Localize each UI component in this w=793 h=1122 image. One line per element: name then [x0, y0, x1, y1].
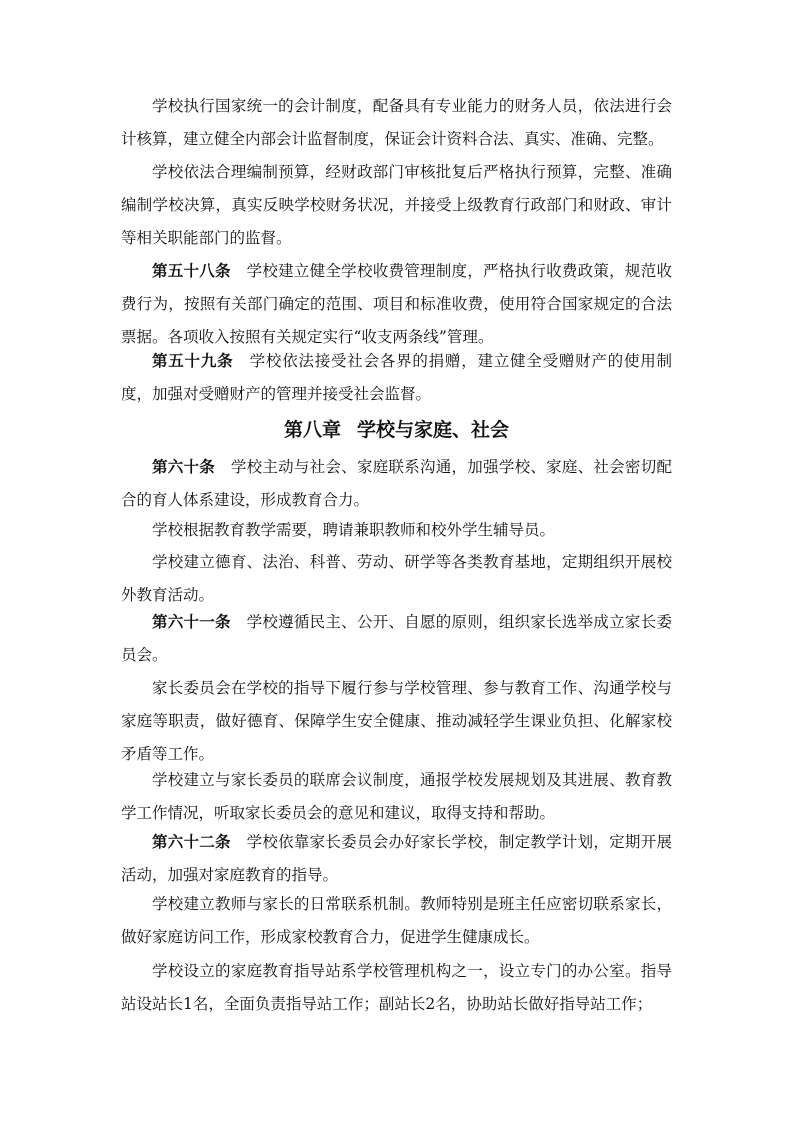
article-text: 学校遵循民主、公开、自愿的原则，组织家长选举成立家长委员会。	[121, 613, 672, 664]
paragraph-education-bases	[121, 546, 672, 612]
paragraph-teacher-parent-contact	[121, 888, 672, 954]
article-number: 第六十条	[152, 458, 216, 476]
paragraph-text: 学校设立的家庭教育指导站系学校管理机构之一，设立专门的办公室。指导站设站长1名，全面负责指导站工作；副站长2名，协助站长做好指导站工作；	[121, 962, 672, 1013]
article-number: 第五十八条	[152, 262, 231, 280]
paragraph-accounting-system	[121, 90, 672, 156]
paragraph-text: 家长委员会在学校的指导下履行参与学校管理、参与教育工作、沟通学校与家庭等职责，做好德育、保障学生安全健康、推动减轻学生课业负担、化解家校矛盾等工作。	[121, 679, 672, 763]
paragraph-text: 学校根据教育教学需要，聘请兼职教师和校外学生辅导员。	[152, 521, 556, 539]
chapter-heading	[121, 414, 672, 447]
article-text: 学校建立健全学校收费管理制度，严格执行收费政策，规范收费行为，按照有关部门确定的范围、项目和标准收费，使用符合国家规定的合法票据。各项收入按照有关规定实行“收支两条线”管理。	[121, 262, 672, 346]
paragraph-joint-meeting	[121, 764, 672, 830]
article-number: 第五十九条	[152, 352, 234, 370]
paragraph-guidance-station	[121, 955, 672, 1021]
article-62	[121, 826, 672, 892]
paragraph-text: 学校依法合理编制预算，经财政部门审核批复后严格执行预算，完整、准确编制学校决算，真实反映学校财务状况，并接受上级教育行政部门和财政、审计等相关职能部门的监督。	[121, 163, 672, 247]
paragraph-parent-committee-duties	[121, 672, 672, 771]
paragraph-text: 学校建立教师与家长的日常联系机制。教师特别是班主任应密切联系家长，做好家庭访问工作，形成家校教育合力，促进学生健康成长。	[121, 895, 672, 946]
article-text: 学校依法接受社会各界的捐赠，建立健全受赠财产的使用制度，加强对受赠财产的管理并接受社会监督。	[121, 352, 672, 403]
article-61	[121, 606, 672, 672]
article-60	[121, 451, 672, 517]
paragraph-text: 学校执行国家统一的会计制度，配备具有专业能力的财务人员，依法进行会计核算，建立健全内部会计监督制度，保证会计资料合法、真实、准确、完整。	[121, 97, 672, 148]
article-number: 第六十一条	[152, 613, 231, 631]
chapter-title: 学校与家庭、社会	[357, 419, 510, 441]
article-number: 第六十二条	[152, 833, 231, 851]
paragraph-part-time-teachers	[121, 514, 672, 547]
article-text: 学校主动与社会、家庭联系沟通，加强学校、家庭、社会密切配合的育人体系建设，形成教育合力。	[121, 458, 672, 509]
article-text: 学校依靠家长委员会办好家长学校，制定教学计划，定期开展活动，加强对家庭教育的指导。	[121, 833, 672, 884]
article-59	[121, 345, 672, 411]
paragraph-text: 学校建立与家长委员的联席会议制度，通报学校发展规划及其进展、教育教学工作情况，听取家长委员会的意见和建议，取得支持和帮助。	[121, 771, 672, 822]
chapter-number: 第八章	[283, 419, 341, 441]
paragraph-budget	[121, 156, 672, 255]
paragraph-text: 学校建立德育、法治、科普、劳动、研学等各类教育基地，定期组织开展校外教育活动。	[121, 553, 672, 604]
article-58	[121, 255, 672, 354]
